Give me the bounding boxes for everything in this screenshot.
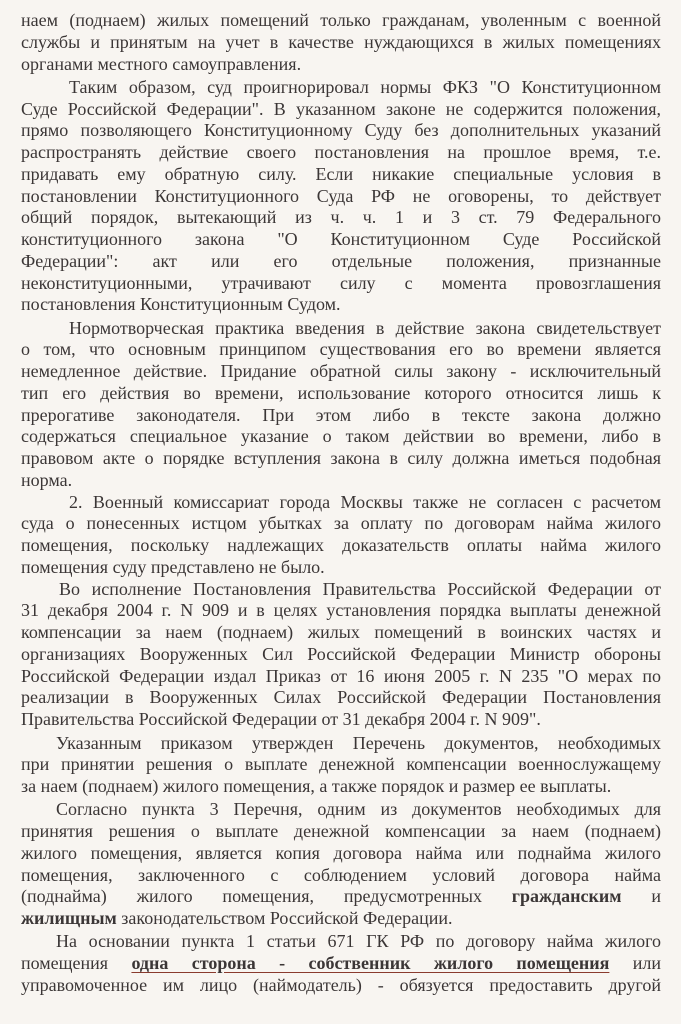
text-line [21,32,661,54]
text-segment: органами местного самоуправления. [21,53,302,74]
text-line [21,164,661,186]
text-segment: службы и принятым на учет в качестве нуждающихся в жилых помещениях [21,31,661,52]
text-segment: или [609,953,662,974]
text-line [21,492,661,514]
text-segment: наем (поднаем) жилых помещений только гражданам, уволенным с военной [21,10,661,30]
text-segment: Согласно пункта 3 Перечня, одним из документов необходимых для [56,799,661,820]
text-segment: организациях Вооруженных Сил Российской Федерации Министр обороны [21,643,661,664]
document-page [21,10,661,997]
text-segment: правовом акте о порядке вступления закона в силу должна иметься подобная [21,448,661,469]
text-segment: Таким образом, суд проигнорировал нормы ФКЗ "О Конституционном [69,76,661,97]
text-line [21,754,661,776]
text-line [21,557,661,579]
text-line [21,975,661,997]
text-line [21,120,661,142]
text-line [21,843,661,865]
text-line [21,251,661,273]
text-line [21,229,661,251]
text-segment: 2. Военный комиссариат города Москвы также не согласен с расчетом [69,491,661,512]
emphasized-text: жилищным [21,908,117,929]
text-segment: содержаться специальное указание о таком действии во времени, либо в [21,426,661,447]
text-segment: суда о понесенных истцом убытках за оплату по договорам найма жилого [21,513,661,534]
text-segment: Нормотворческая практика введения в действие закона свидетельствует [69,317,661,338]
text-segment: 31 декабря 2004 г. N 909 и в целях установления порядка выплаты денежной [21,600,661,621]
text-segment: принятия решения о выплате денежной компенсации за наем (поднаем) [21,821,661,842]
emphasized-text: гражданским [511,886,622,907]
text-segment: распространять действие своего постановления на прошлое время, т.е. [21,142,661,163]
text-line [21,99,661,121]
text-line [21,733,661,755]
text-line [21,77,661,99]
text-segment: прямо позволяющего Конституционному Суду без дополнительных указаний [21,120,661,141]
text-segment: На основании пункта 1 статьи 671 ГК РФ по договору найма жилого [56,931,661,952]
text-segment: Суде Российской Федерации". В указанном законе не содержится положения, [21,98,661,119]
text-segment: Указанным приказом утвержден Перечень документов, необходимых [56,732,661,753]
text-segment: тип его действия во времени, использование которого относится лишь к [21,382,661,403]
text-line [21,776,661,798]
text-line [21,908,661,930]
text-line [21,207,661,229]
text-line [21,186,661,208]
text-line [21,799,661,821]
text-segment: помещения, заключенного с соблюдением условий договора найма [21,864,661,885]
text-segment: норма. [21,469,73,490]
text-line [21,273,661,295]
text-line [21,709,661,731]
text-line [21,953,661,975]
text-line [21,426,661,448]
text-segment: конституционного закона "О Конституционном Суде Российской [21,229,661,250]
text-line [21,54,661,76]
text-line [21,535,661,557]
text-line [21,687,661,709]
text-line [21,383,661,405]
text-segment: придавать ему обратную силу. Если никакие специальные условия в [21,163,661,184]
text-segment: Во исполнение Постановления Правительства Российской Федерации от [59,578,661,599]
text-segment: прерогативе законодателя. При этом либо в тексте закона должно [21,404,661,425]
text-line [21,865,661,887]
text-line [21,361,661,383]
text-segment: Федерации": акт или его отдельные положения, признанные [21,250,661,271]
text-line [21,318,661,340]
text-line [21,579,661,601]
text-line [21,142,661,164]
text-line [21,931,661,953]
text-line [21,470,661,492]
text-segment: постановлении Конституционного Суда РФ не оговорены, то действует [21,185,661,206]
text-line [21,294,661,316]
text-line [21,10,661,32]
text-segment: немедленное действие. Придание обратной силы закону - исключительный [21,361,661,382]
emphasized-underlined-text: одна сторона - собственник жилого помещения [131,953,610,974]
text-segment: (поднайма) жилого помещения, предусмотренных [21,886,512,907]
text-line [21,405,661,427]
text-segment: помещения [21,953,132,974]
text-segment: помещения, поскольку надлежащих доказательств оплаты найма жилого [21,535,661,556]
text-segment: жилого помещения, является копия договора найма или поднайма жилого [21,842,661,863]
text-segment: при принятии решения о выплате денежной компенсации военнослужащему [21,754,661,775]
text-segment: постановления Конституционным Судом. [21,294,341,315]
text-segment: общий порядок, вытекающий из ч. ч. 1 и 3 ст. 79 Федерального [21,207,661,228]
text-segment: Российской Федерации издал Приказ от 16 июня 2005 г. N 235 "О мерах по [21,665,661,686]
text-segment: о том, что основным принципом существования его во времени является [21,339,661,360]
text-line [21,448,661,470]
text-line [21,600,661,622]
text-line [21,821,661,843]
text-segment: Правительства Российской Федерации от 31 декабря 2004 г. N 909". [21,709,541,730]
text-segment: компенсации за наем (поднаем) жилых помещений в воинских частях и [21,622,661,643]
text-line [21,622,661,644]
text-segment: за наем (поднаем) жилого помещения, а также порядок и размер ее выплаты. [21,776,612,797]
text-line [21,886,661,908]
text-line [21,339,661,361]
text-segment: неконституционными, утрачивают силу с момента провозглашения [21,272,661,293]
text-line [21,513,661,535]
text-segment: управомоченное им лицо (наймодатель) - обязуется предоставить другой [21,974,661,995]
text-line [21,666,661,688]
text-segment: и [621,886,661,907]
text-segment: помещения суду представлено не было. [21,556,325,577]
text-line [21,644,661,666]
text-segment: законодательством Российской Федерации. [116,908,453,929]
text-segment: реализации в Вооруженных Силах Российской Федерации Постановления [21,687,661,708]
